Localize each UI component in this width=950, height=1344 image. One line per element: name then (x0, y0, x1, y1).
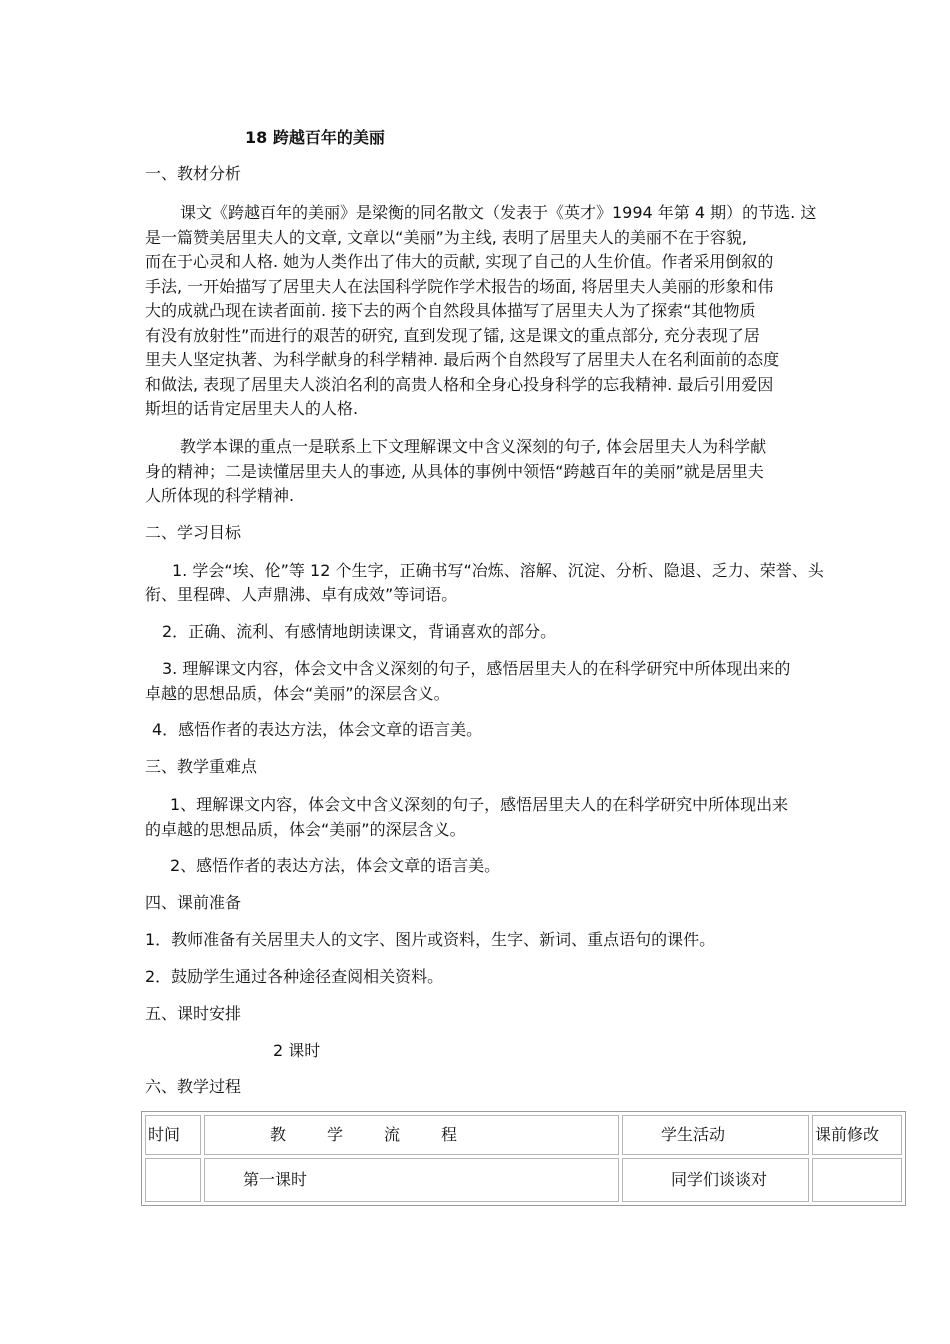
cell-activity: 同学们谈谈对 (622, 1158, 809, 1202)
section-heading-prep: 四、课前准备 (145, 893, 242, 912)
section-heading-goals: 二、学习目标 (145, 523, 242, 542)
analysis-line: 身的精神；二是读懂居里夫人的事迹, 从具体的事例中领悟“跨越百年的美丽”就是居里夫 (145, 462, 764, 481)
document-title: 18 跨越百年的美丽 (245, 128, 385, 147)
goal-item: 2．正确、流利、有感情地朗读课文，背诵喜欢的部分。 (162, 622, 557, 641)
analysis-line: 人所体现的科学精神. (145, 486, 295, 505)
cell-notes (812, 1158, 902, 1202)
goal-item: 4．感悟作者的表达方法，体会文章的语言美。 (152, 720, 483, 739)
cell-time (145, 1158, 201, 1202)
key-point-item: 1、理解课文内容，体会文中含义深刻的句子，感悟居里夫人的在科学研究中所体现出来 (170, 795, 789, 814)
table-header-row (145, 1115, 902, 1155)
analysis-line: 手法, 一开始描写了居里夫人在法国科学院作学术报告的场面, 将居里夫人美丽的形象和伟 (145, 277, 774, 296)
analysis-line: 和做法, 表现了居里夫人淡泊名利的高贵人格和全身心投身科学的忘我精神. 最后引用爱因 (145, 375, 774, 394)
header-student-activity: 学生活动 (622, 1115, 809, 1155)
prep-item: 1．教师准备有关居里夫人的文字、图片或资料，生字、新词、重点语句的课件。 (145, 930, 716, 949)
header-notes: 课前修改 (812, 1115, 902, 1155)
section-heading-key-points: 三、教学重难点 (145, 757, 258, 776)
schedule-value: 2 课时 (273, 1041, 321, 1060)
analysis-line: 是一篇赞美居里夫人的文章, 文章以“美丽”为主线, 表明了居里夫人的美丽不在于容貌, (145, 228, 748, 247)
table-row (145, 1158, 902, 1202)
teaching-process-table (141, 1111, 906, 1206)
goal-item: 卓越的思想品质，体会“美丽”的深层含义。 (145, 684, 450, 703)
goal-item: 3. 理解课文内容，体会文中含义深刻的句子，感悟居里夫人的在科学研究中所体现出来的 (162, 659, 791, 678)
section-heading-process: 六、教学过程 (145, 1077, 242, 1096)
analysis-line: 大的成就凸现在读者面前. 接下去的两个自然段具体描写了居里夫人为了探索“其他物质 (145, 301, 756, 320)
analysis-line: 有没有放射性”而进行的艰苦的研究, 直到发现了镭, 这是课文的重点部分, 充分表现了居 (145, 326, 760, 345)
cell-flow: 第一课时 (204, 1158, 619, 1202)
key-point-item: 2、感悟作者的表达方法，体会文章的语言美。 (170, 856, 501, 875)
analysis-line: 而在于心灵和人格. 她为人类作出了伟大的贡献, 实现了自己的人生价值。作者采用倒叙的 (145, 252, 774, 271)
section-heading-analysis: 一、教材分析 (145, 164, 242, 183)
goal-item: 1. 学会“埃、伦”等 12 个生字，正确书写“冶炼、溶解、沉淀、分析、隐退、乏力、荣誉、头 (172, 561, 824, 580)
prep-item: 2．鼓励学生通过各种途径查阅相关资料。 (145, 967, 444, 986)
header-flow: 教 学 流 程 (204, 1115, 619, 1155)
section-heading-schedule: 五、课时安排 (145, 1004, 242, 1023)
analysis-line: 斯坦的话肯定居里夫人的人格. (145, 399, 359, 418)
goal-item: 衔、里程碑、人声鼎沸、卓有成效”等词语。 (145, 585, 458, 604)
analysis-line: 课文《跨越百年的美丽》是梁衡的同名散文（发表于《英才》1994 年第 4 期）的节选. 这 (180, 203, 817, 222)
analysis-line: 里夫人坚定执著、为科学献身的科学精神. 最后两个自然段写了居里夫人在名利面前的态度 (145, 350, 780, 369)
key-point-item: 的卓越的思想品质，体会“美丽”的深层含义。 (145, 820, 466, 839)
header-time: 时间 (145, 1115, 201, 1155)
analysis-line: 教学本课的重点一是联系上下文理解课文中含义深刻的句子, 体会居里夫人为科学献 (180, 437, 767, 456)
